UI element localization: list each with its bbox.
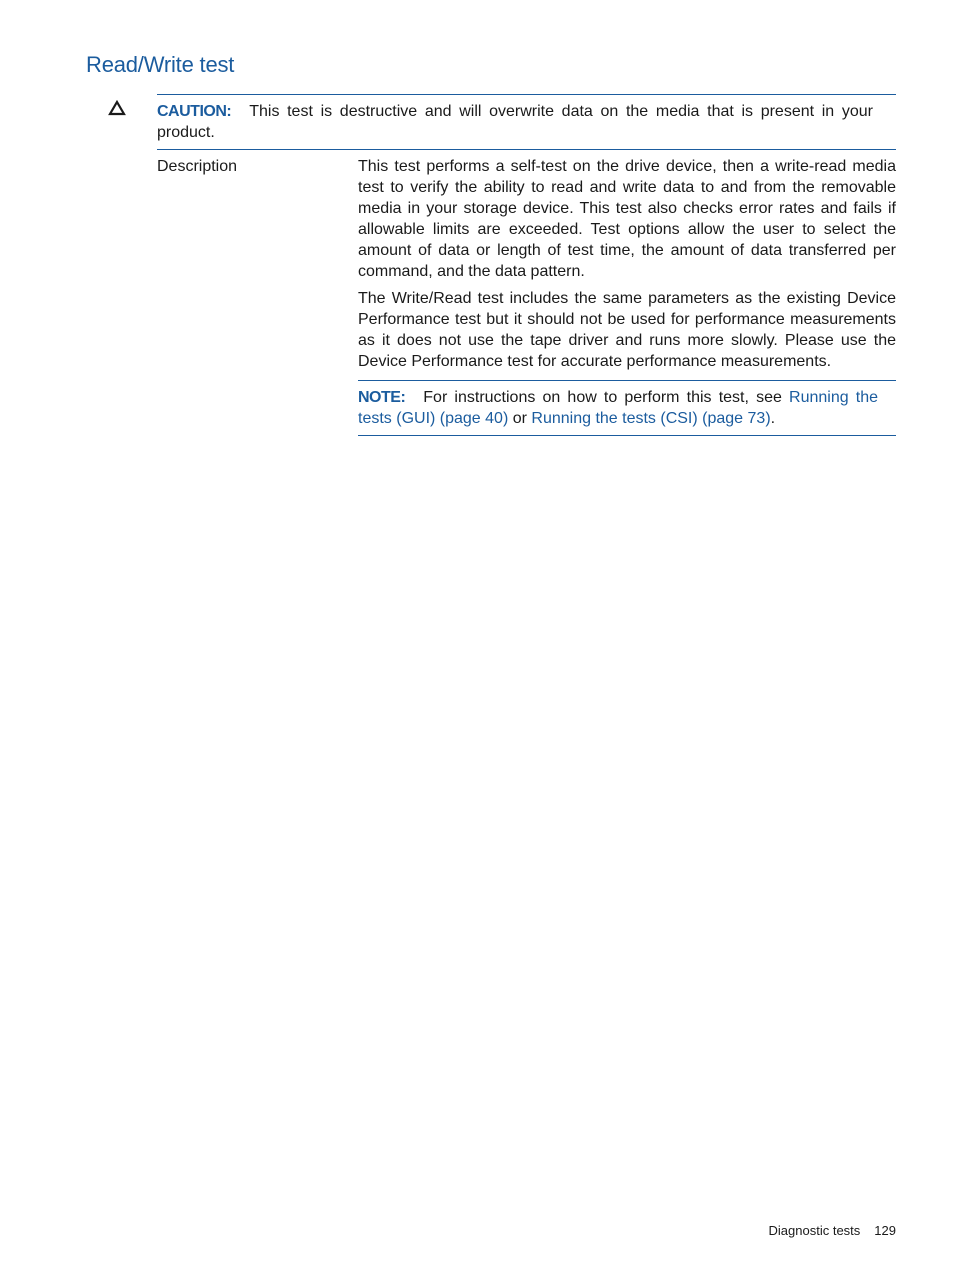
description-term: Description — [157, 158, 238, 175]
caution-admonition — [157, 101, 873, 143]
description-definition — [358, 156, 896, 378]
link-running-tests-gui[interactable]: Running the tests (GUI) (page 40) — [358, 389, 878, 427]
note-admonition — [358, 387, 878, 429]
note-text-after: . — [770, 410, 776, 427]
caution-label: CAUTION: — [157, 103, 232, 120]
section-title: Read/Write test — [86, 52, 235, 77]
note-label: NOTE: — [358, 389, 406, 406]
description-paragraph-2: The Write/Read test includes the same parameters as the existing Device Performance test but it should not be used for performance measurements as it does not use the tape driver and runs more slowly. Please use the Device Performance test for accurate performance measurements. — [358, 290, 896, 370]
caution-triangle-icon — [108, 100, 126, 116]
caution-top-rule — [157, 94, 896, 95]
caution-text: This test is destructive and will overwrite data on the media that is present in your product. — [157, 103, 873, 141]
note-bottom-rule — [358, 435, 896, 436]
link-running-tests-csi[interactable]: Running the tests (CSI) (page 73) — [531, 410, 771, 427]
note-top-rule — [358, 380, 896, 381]
footer-page-number: 129 — [874, 1223, 896, 1238]
description-paragraph-1: This test performs a self-test on the drive device, then a write-read media test to verify the ability to read and write data to and from the removable media in your storage device. This test also checks error rates and fails if allowable limits are exceeded. Test options allow the user to select the amount of data or length of test time, the amount of data transferred per command, and the data pattern. — [358, 158, 896, 280]
page-footer — [769, 1222, 896, 1240]
caution-bottom-rule — [157, 149, 896, 150]
note-text-before: For instructions on how to perform this test, see — [423, 389, 790, 406]
footer-section-name: Diagnostic tests — [768, 1223, 861, 1238]
note-text-middle: or — [508, 410, 532, 427]
